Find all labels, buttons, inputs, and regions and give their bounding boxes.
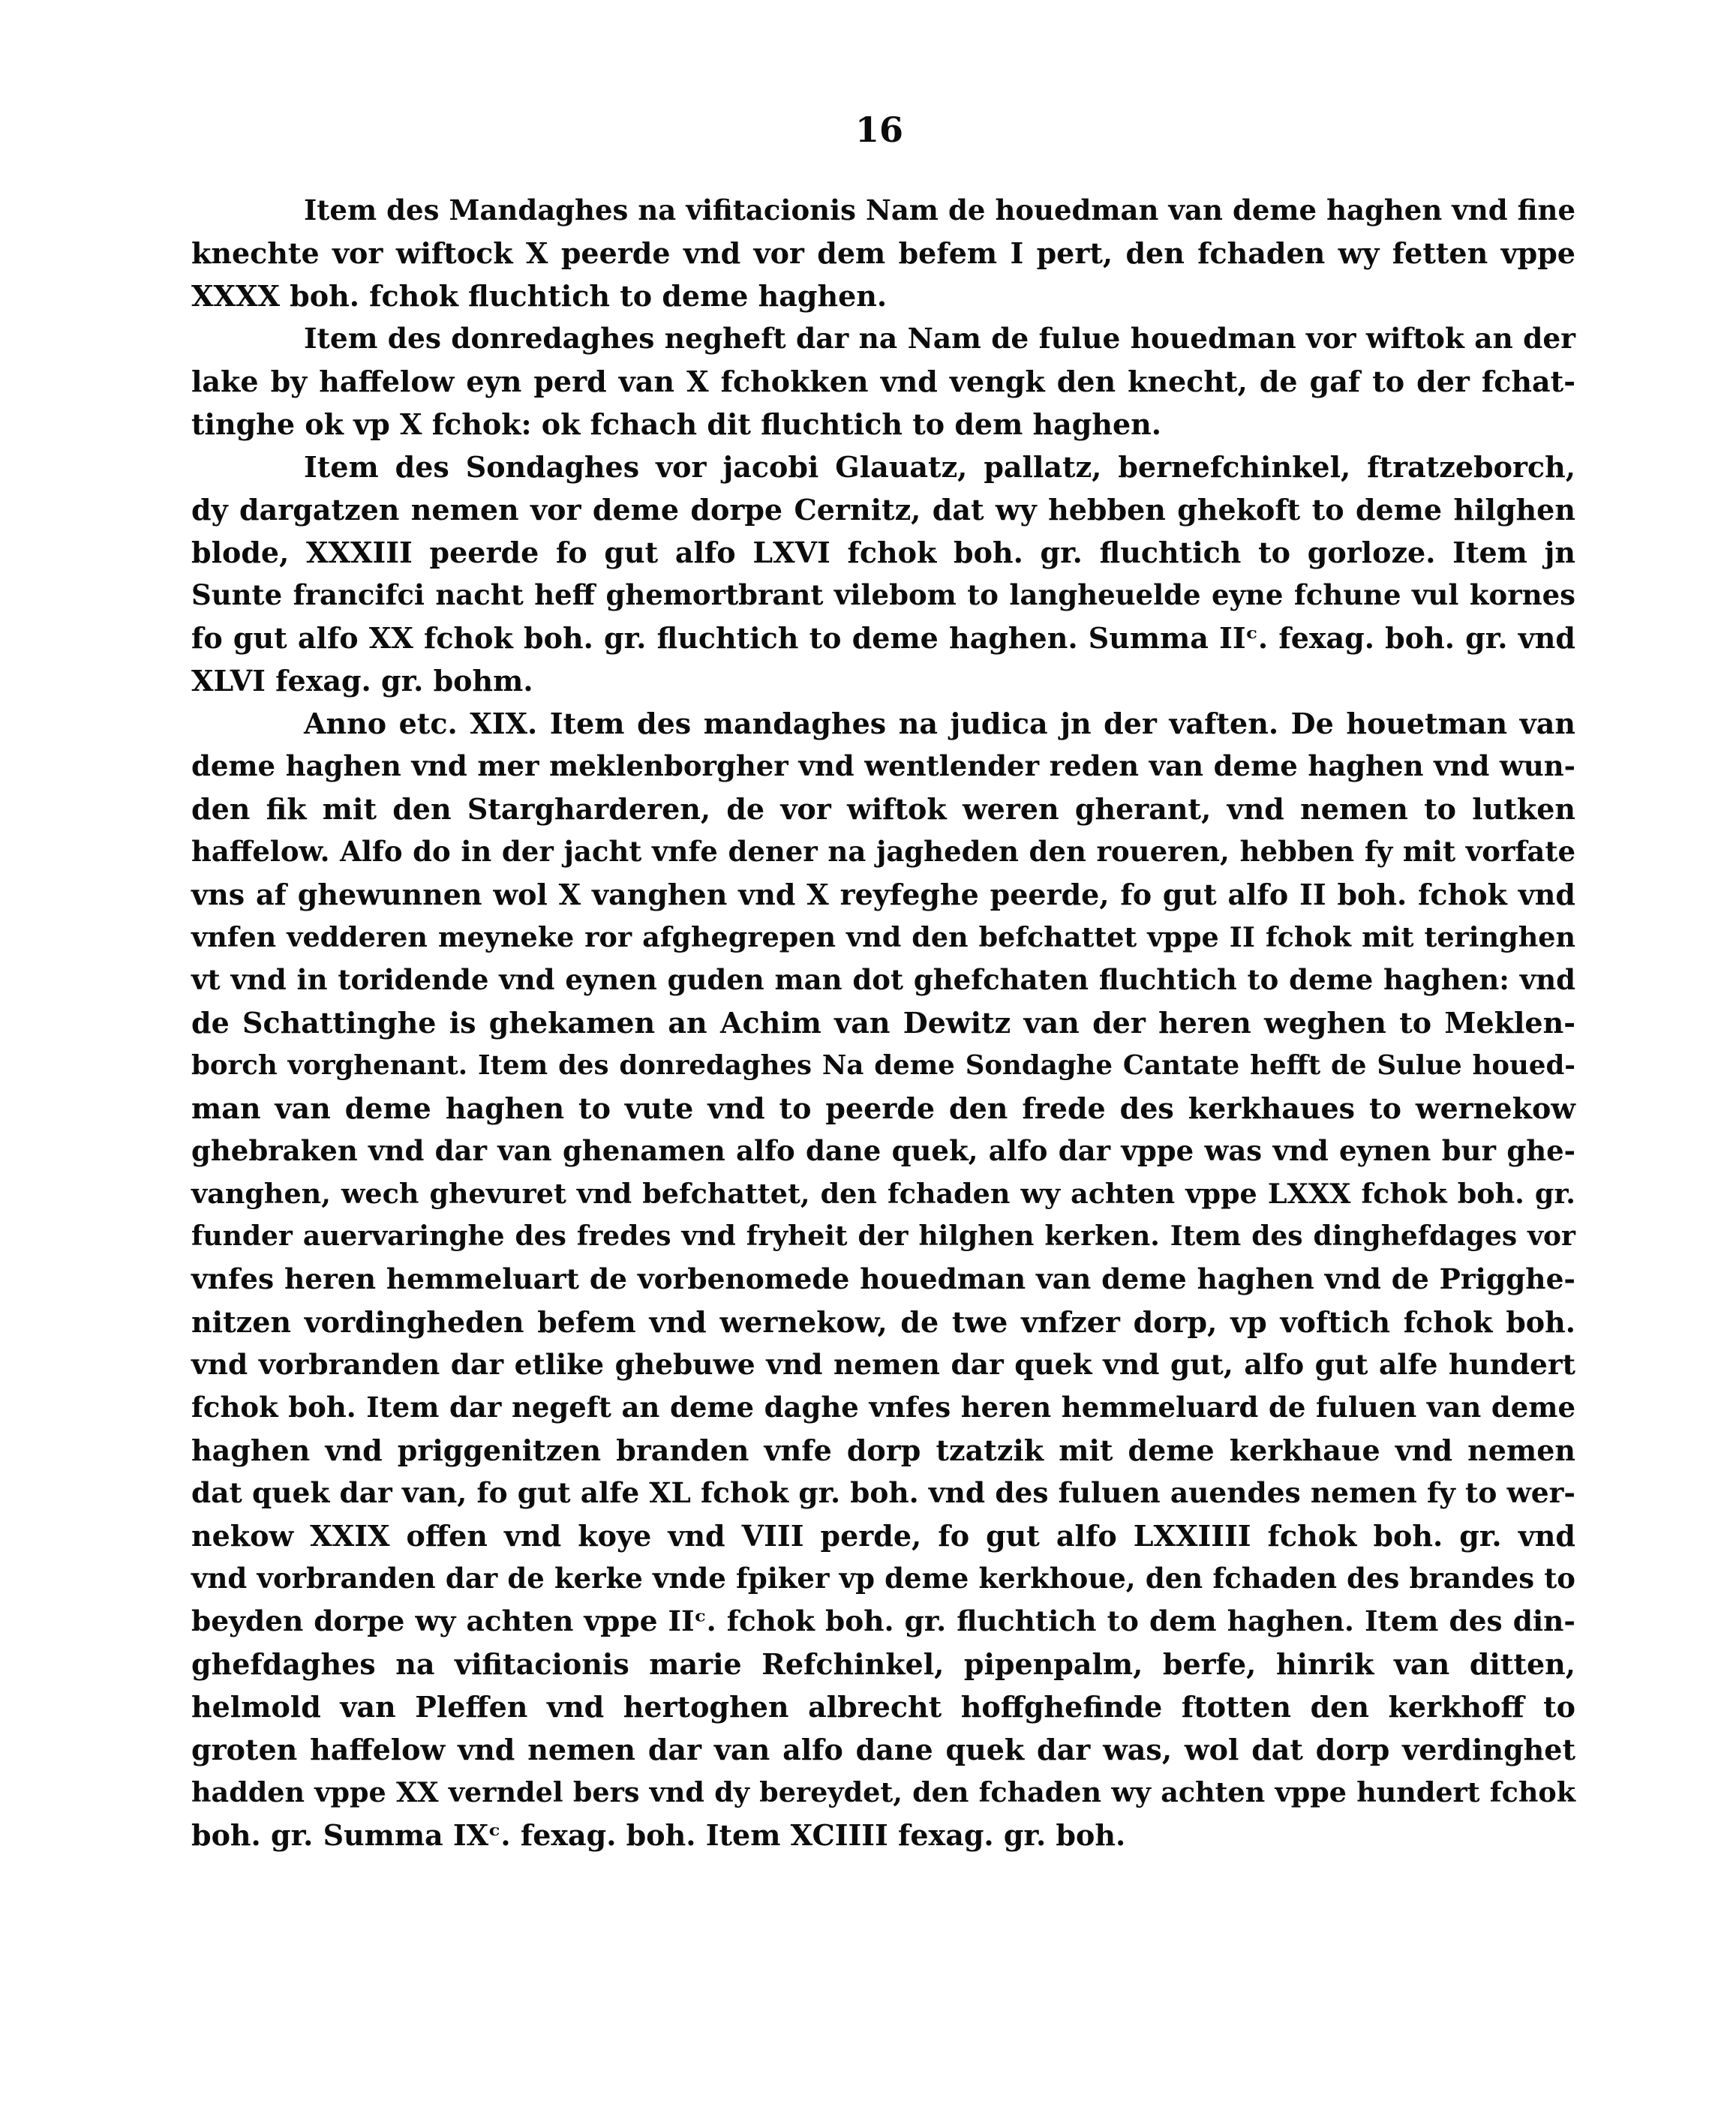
text-line: vnd vorbranden dar de kerke vnde fpiker vp deme kerkhoue, den fchaden des brandes to — [191, 1562, 1575, 1595]
text-line: Item des donredaghes negheft dar na Nam de fulue houedman vor wiftok an der — [304, 322, 1575, 355]
text-line: dat quek dar van, fo gut alfe XL fchok gr. boh. vnd des fuluen auendes nemen fy to wer- — [191, 1476, 1575, 1509]
text-line: XLVI fexag. gr. bohm. — [191, 664, 533, 698]
text-line: vnfes heren hemmeluart de vorbenomede houedman van deme haghen vnd de Prigghe- — [191, 1262, 1575, 1295]
text-line: haghen vnd priggenitzen branden vnfe dorp tzatzik mit deme kerkhaue vnd nemen — [191, 1433, 1575, 1467]
text-line: groten haffelow vnd nemen dar van alfo dane quek dar was, wol dat dorp verdinghet — [191, 1733, 1575, 1766]
text-line: nekow XXIX offen vnd koye vnd VIII perde, fo gut alfo LXXIIII fchok boh. gr. vnd — [191, 1519, 1575, 1553]
text-line: ghebraken vnd dar van ghenamen alfo dane quek, alfo dar vppe was vnd eynen bur ghe- — [191, 1134, 1575, 1167]
text-line: vnfen vedderen meyneke ror afghegrepen vnd den befchattet vppe II fchok mit teringhen — [191, 921, 1575, 953]
text-line: borch vorghenant. Item des donredaghes Na deme Sondaghe Cantate hefft de Sulue houed- — [191, 1050, 1575, 1081]
text-line: vnd vorbranden dar etlike ghebuwe vnd nemen dar quek vnd gut, alfo gut alfe hundert — [191, 1348, 1575, 1381]
text-line: vt vnd in toridende vnd eynen guden man dot ghefchaten fluchtich to deme haghen: vnd — [191, 963, 1575, 996]
text-line: dy dargatzen nemen vor deme dorpe Cernitz, dat wy hebben ghekoft to deme hilghen — [191, 493, 1575, 527]
text-line: den fik mit den Stargharderen, de vor wiftok weren gherant, vnd nemen to lutken — [191, 792, 1575, 826]
text-line: vns af ghewunnen wol X vanghen vnd X reyfeghe peerde, fo gut alfo II boh. fchok vnd — [191, 878, 1575, 911]
page-number: 16 — [854, 110, 903, 150]
text-line: Item des Mandaghes na vifitacionis Nam de houedman van deme haghen vnd fine — [304, 194, 1575, 227]
text-line: Anno etc. XIX. Item des mandaghes na judica jn der vaften. De houetman van — [304, 707, 1575, 740]
text-line: hadden vppe XX verndel bers vnd dy bereydet, den fchaden wy achten vppe hundert fchok — [191, 1776, 1575, 1808]
text-line: helmold van Pleffen vnd hertoghen albrecht hoffghefinde ftotten den kerkhoff to — [191, 1690, 1575, 1724]
text-line: XXXX boh. fchok fluchtich to deme haghen. — [191, 279, 888, 313]
text-line: nitzen vordingheden befem vnd wernekow, de twe vnfzer dorp, vp voftich fchok boh. — [191, 1305, 1575, 1339]
text-line: de Schattinghe is ghekamen an Achim van Dewitz van der heren weghen to Meklen- — [191, 1006, 1575, 1040]
text-line: blode, XXXIII peerde fo gut alfo LXVI fchok boh. gr. fluchtich to gorloze. Item jn — [191, 536, 1575, 569]
text-line: deme haghen vnd mer meklenborgher vnd wentlender reden van deme haghen vnd wun- — [191, 749, 1575, 782]
text-line: Sunte francifci nacht heff ghemortbrant vilebom to langheuelde eyne fchune vul kornes — [191, 578, 1575, 611]
body-text — [191, 189, 1575, 1856]
text-line: ghefdaghes na vifitacionis marie Refchinkel, pipenpalm, berfe, hinrik van ditten, — [191, 1647, 1575, 1681]
text-line: beyden dorpe wy achten vppe IIᶜ. fchok boh. gr. fluchtich to dem haghen. Item des din- — [191, 1604, 1575, 1637]
text-line: haffelow. Alfo do in der jacht vnfe dener na jagheden den roueren, hebben fy mit vorfate — [191, 835, 1575, 868]
text-line: vanghen, wech ghevuret vnd befchattet, den fchaden wy achten vppe LXXX fchok boh. gr. — [191, 1178, 1575, 1210]
text-line: knechte vor wiftock X peerde vnd vor dem befem I pert, den fchaden wy fetten vppe — [191, 236, 1575, 270]
text-line: fchok boh. Item dar negeft an deme daghe vnfes heren hemmeluard de fuluen van deme — [191, 1391, 1575, 1424]
text-line: boh. gr. Summa IXᶜ. fexag. boh. Item XCIIII fexag. gr. boh. — [191, 1818, 1126, 1852]
text-line: tinghe ok vp X fchok: ok fchach dit fluchtich to dem haghen. — [191, 407, 1161, 441]
text-line: man van deme haghen to vute vnd to peerde den frede des kerkhaues to wernekow — [191, 1091, 1575, 1125]
text-line: fo gut alfo XX fchok boh. gr. fluchtich to deme haghen. Summa IIᶜ. fexag. boh. gr. vnd — [191, 621, 1575, 655]
text-line: Item des Sondaghes vor jacobi Glauatz, pallatz, bernefchinkel, ftratzeborch, — [304, 450, 1575, 484]
text-line: funder auervaringhe des fredes vnd fryheit der hilghen kerken. Item des dinghefdages vor — [191, 1220, 1575, 1252]
text-line: lake by haffelow eyn perd van X fchokken vnd vengk den knecht, de gaf to der fchat- — [191, 365, 1575, 398]
